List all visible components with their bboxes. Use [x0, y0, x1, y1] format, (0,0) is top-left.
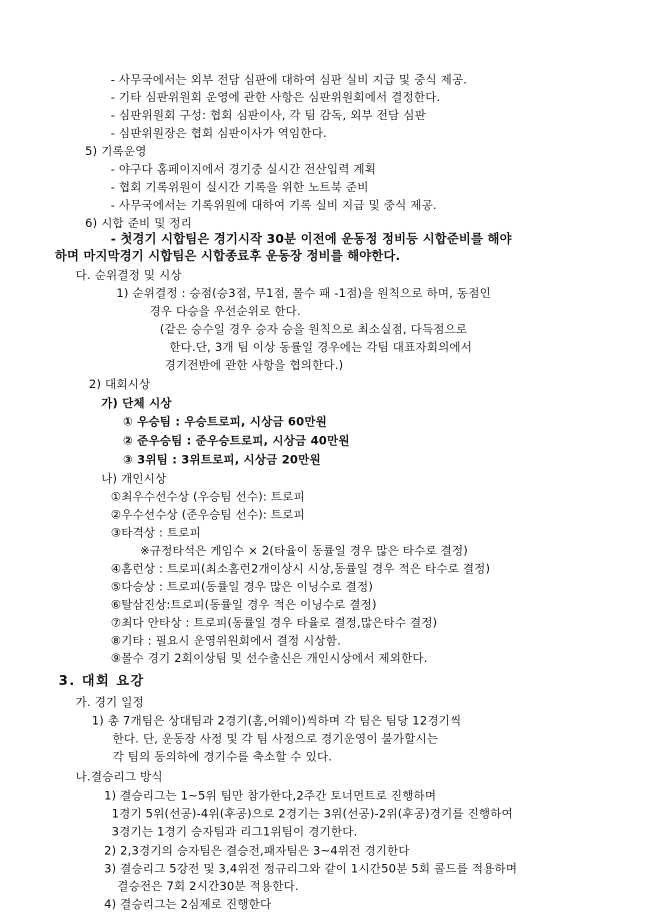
chapter-heading: 3. 대회 요강 [58, 673, 145, 689]
award-line: ①최우수선수상 (우승팀 선수): 트로피 [110, 490, 305, 504]
text-line: - 기타 심판위원회 운영에 관한 사항은 심판위원회에서 결정한다. [110, 90, 441, 105]
bold-notice-line: - 첫경기 시합팀은 경기시작 30분 이전에 운동정 정비등 시합준비를 해야 [110, 232, 512, 247]
award-line: ⑦최다 안타상 : 트로피(동률일 경우 타율로 결정,많은타수 결정) [110, 615, 438, 630]
text-line: - 사무국에서는 기록위원에 대하여 기록 실비 지급 및 중식 제공. [110, 198, 437, 212]
subsection-heading: 나) 개인시상 [101, 472, 167, 486]
text-line: - 야구다 홈페이지에서 경기중 실시간 전산입력 계획 [110, 162, 377, 176]
section-heading: 나.결승리그 방식 [75, 770, 163, 784]
award-line: ⑧기타 : 필요시 운영위원회에서 결정 시상함. [110, 633, 341, 648]
text-line: (같은 승수일 경우 승자 승을 원칙으로 최소실점, 다득점으로 [159, 322, 468, 336]
award-line: ⑥탈삼진상:트로피(동률일 경우 적은 이닝수로 결정) [110, 597, 377, 612]
text-line: 경기전반에 관한 사항을 협의한다.) [164, 358, 344, 372]
text-line: - 심판위원장은 협회 심판이사가 역임한다. [110, 126, 327, 141]
section-heading: 2) 대회시상 [88, 377, 151, 391]
section-heading: 가. 경기 일정 [75, 695, 144, 709]
award-line: ②우수선수상 (준우승팀 선수): 트로피 [110, 508, 305, 522]
note-line: ※규정타석은 게임수 × 2(타율이 동률일 경우 많은 타수로 결정) [140, 543, 468, 558]
text-line: 결승전은 7회 2시간30분 적용한다. [117, 879, 299, 894]
text-line: 3경기는 1경기 승자팀과 리그1위팀이 경기한다. [111, 824, 358, 839]
award-line: ⑤다승상 : 트로피(동률일 경우 많은 이닝수로 결정) [110, 579, 374, 594]
section-heading: 다. 순위결정 및 시상 [75, 268, 182, 282]
text-line: 1) 순위결정 : 승점(승3점, 무1점, 몰수 패 -1점)을 원칙으로 하며, 동점인 [116, 286, 491, 300]
award-line: ③타격상 : 트로피 [110, 526, 201, 540]
text-line: 4) 결승리그는 2심제로 진행한다 [104, 897, 272, 912]
award-line: ④홈런상 : 트로피(최소홈런2개이상시 시상,동률일 경우 적은 타수로 결정) [110, 561, 491, 576]
bold-notice-line: 하며 마지막경기 시합팀은 시합종료후 운동장 정비를 해야한다. [54, 249, 401, 264]
award-line: ① 우승팀 : 우승트로피, 시상금 60만원 [122, 415, 328, 429]
award-line: ③ 3위팀 : 3위트로피, 시상금 20만원 [122, 453, 321, 467]
text-line: 경우 다승을 우선순위로 한다. [149, 304, 301, 318]
text-line: - 사무국에서는 외부 전담 심판에 대하여 심판 실비 지급 및 중식 제공. [110, 72, 468, 87]
award-line: ⑨몰수 경기 2회이상팀 및 선수출신은 개인시상에서 제외한다. [110, 651, 428, 666]
text-line: 1) 총 7개팀은 상대팀과 2경기(홈,어웨이)씩하며 각 팀은 팀당 12경기씩 [91, 714, 462, 728]
text-line: 한다. 단, 운동장 사정 및 각 팀 사정으로 경기운영이 불가할시는 [112, 732, 439, 746]
text-line: 1경기 5위(선공)-4위(후공)으로 2경기는 3위(선공)-2위(후공)경기를 진행하여 [111, 806, 513, 821]
subsection-heading: 가) 단체 시상 [101, 396, 172, 410]
text-line: - 협회 기록위원이 실시간 기록을 위한 노트북 준비 [110, 180, 369, 194]
text-line: 각 팀의 동의하에 경기수를 축소할 수 있다. [112, 750, 333, 764]
section-heading: 5) 기록운영 [85, 144, 147, 158]
text-line: - 심판위원회 구성: 협회 심판이사, 각 팀 감독, 외부 전담 심판 [110, 108, 426, 123]
text-line: 한다.단, 3개 팀 이상 동률일 경우에는 각팀 대표자회의에서 [169, 340, 473, 354]
text-line: 3) 결승리그 5강전 및 3,4위전 정규리그와 같이 1시간50분 5회 콜드를 적용하며 [104, 861, 518, 876]
text-line: 2) 2,3경기의 승자팀은 결승전,패자팀은 3~4위전 경기한다 [104, 843, 410, 858]
text-line: 1) 결승리그는 1~5위 팀만 참가한다,2주간 토너먼트로 진행하며 [104, 789, 437, 803]
award-line: ② 준우승팀 : 준우승트로피, 시상금 40만원 [122, 434, 350, 448]
section-heading: 6) 시합 준비 및 정리 [85, 216, 193, 230]
